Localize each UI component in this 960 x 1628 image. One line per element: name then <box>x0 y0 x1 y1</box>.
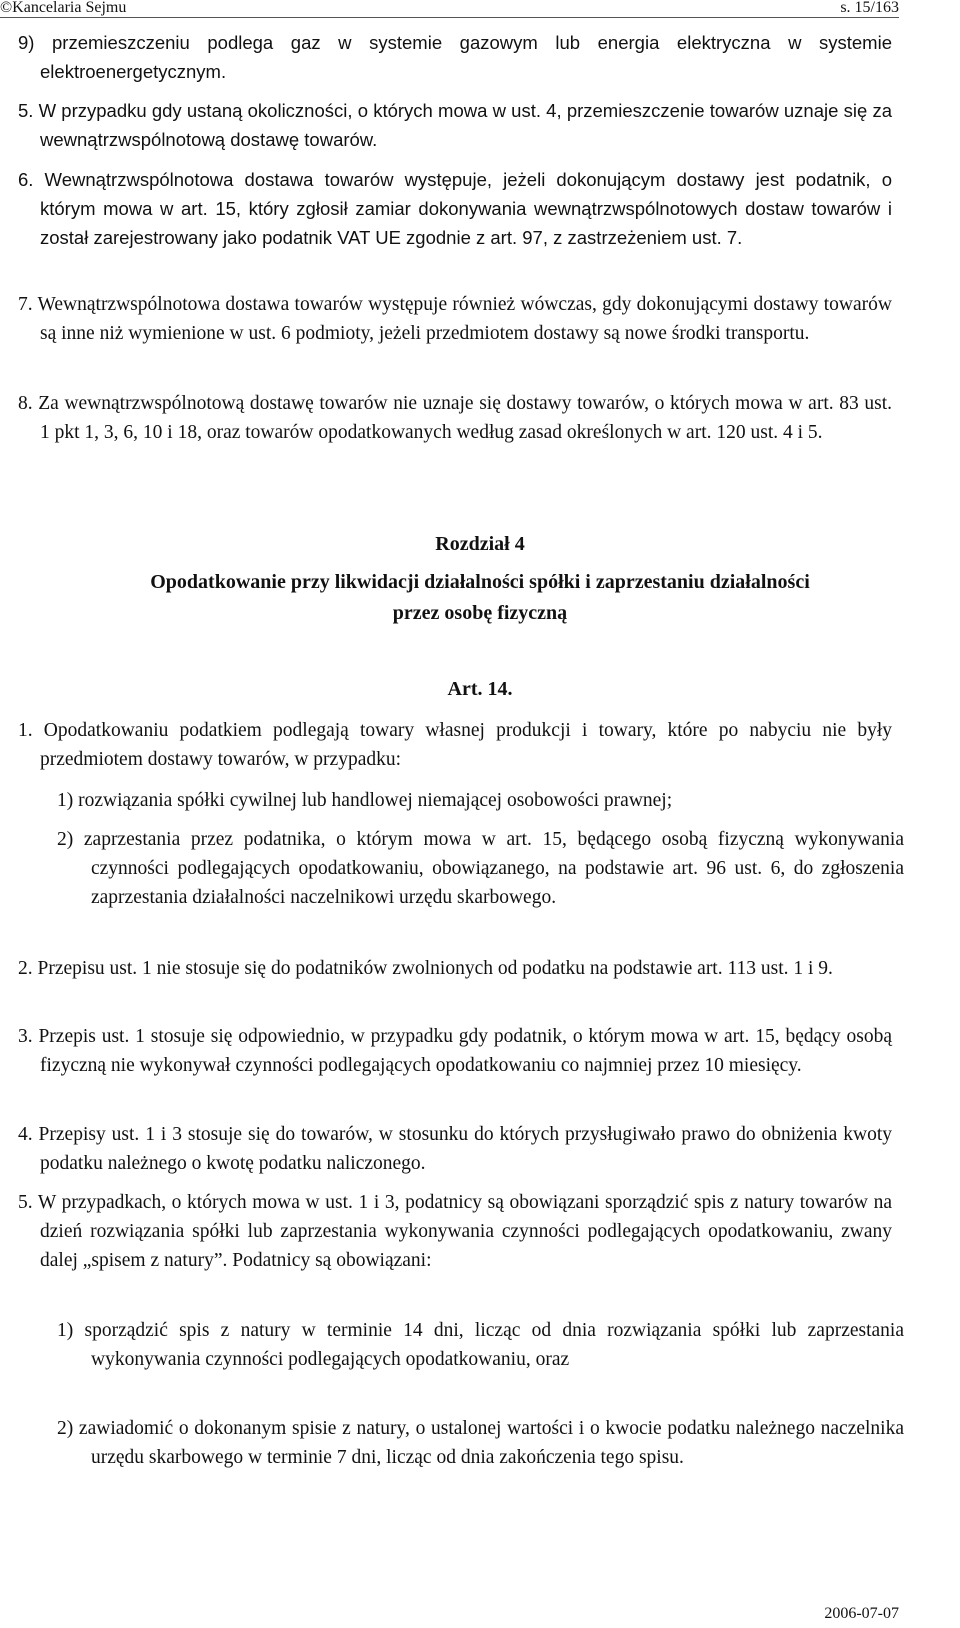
article-section-2: 2. Przepisu ust. 1 nie stosuje się do podatników zwolnionych od podatku na podstawie art. 113 ust. 1 i 9. <box>18 958 833 979</box>
page-number: s. 15/163 <box>840 0 899 16</box>
article-section-1: 1. Opodatkowaniu podatkiem podlegają towary własnej produkcji i towary, które po nabyciu nie były przedmiotem dostawy towarów, w przypadku: <box>18 720 892 770</box>
section-1-item-1: 1) rozwiązania spółki cywilnej lub handlowej niemającej osobowości prawnej; <box>57 790 673 811</box>
header-rule <box>0 17 899 18</box>
article-label: Art. 14. <box>447 678 513 700</box>
article-section-4: 4. Przepisy ust. 1 i 3 stosuje się do towarów, w stosunku do których przysługiwało prawo do obniżenia kwoty podatku należnego o kwotę podatku naliczonego. <box>18 1124 892 1174</box>
paragraph-6: 6. Wewnątrzwspólnotowa dostawa towarów występuje, jeżeli dokonującym dostawy jest podatnik, o którym mowa w art. 15, który zgłosił zamiar dokonywania wewnątrzwspólnotowych dostaw towarów i został zarejestrowany jako podatnik VAT UE zgodnie z art. 97, z zastrzeżeniem ust. 7. <box>18 169 892 248</box>
article-section-3: 3. Przepis ust. 1 stosuje się odpowiednio, w przypadku gdy podatnik, o którym mowa w art. 15, będący osobą fizyczną nie wykonywał czynności podlegających opodatkowaniu co najmniej przez 10 miesięcy. <box>18 1026 892 1076</box>
chapter-title-line-2: przez osobę fizyczną <box>392 602 568 624</box>
chapter-title-line-1: Opodatkowanie przy likwidacji działalności spółki i zaprzestaniu działalności <box>150 571 810 593</box>
paragraph-5: 5. W przypadku gdy ustaną okoliczności, o których mowa w ust. 4, przemieszczenie towarów uznaje się za wewnątrzwspólnotową dostawę towarów. <box>18 100 892 150</box>
article-section-5: 5. W przypadkach, o których mowa w ust. 1 i 3, podatnicy są obowiązani sporządzić spis z natury towarów na dzień rozwiązania spółki lub zaprzestania wykonywania czynności podlegających opodatkowaniu, zwany dalej „spisem z natury”. Podatnicy są obowiązani: <box>18 1192 892 1271</box>
footer-date: 2006-07-07 <box>824 1605 899 1622</box>
copyright-text: ©Kancelaria Sejmu <box>0 0 127 16</box>
chapter-label: Rozdział 4 <box>435 533 525 555</box>
item-9: 9) przemieszczeniu podlega gaz w systemie gazowym lub energia elektryczna w systemie elektroenergetycznym. <box>18 32 892 82</box>
section-5-item-1: 1) sporządzić spis z natury w terminie 14 dni, licząc od dnia rozwiązania spółki lub zaprzestania wykonywania czynności podlegających opodatkowaniu, oraz <box>57 1320 904 1370</box>
page-header <box>0 0 960 16</box>
section-5-item-2: 2) zawiadomić o dokonanym spisie z natury, o ustalonej wartości i o kwocie podatku należnego naczelnika urzędu skarbowego w terminie 7 dni, licząc od dnia zakończenia tego spisu. <box>57 1418 904 1468</box>
paragraph-7: 7. Wewnątrzwspólnotowa dostawa towarów występuje również wówczas, gdy dokonującymi dostawy towarów są inne niż wymienione w ust. 6 podmioty, jeżeli przedmiotem dostawy są nowe środki transportu. <box>18 294 892 344</box>
section-1-item-2: 2) zaprzestania przez podatnika, o którym mowa w art. 15, będącego osobą fizyczną wykonywania czynności podlegających opodatkowaniu, obowiązanego, na podstawie art. 96 ust. 6, do zgłoszenia zaprzestania działalności naczelnikowi urzędu skarbowego. <box>57 829 904 908</box>
paragraph-8: 8. Za wewnątrzwspólnotową dostawę towarów nie uznaje się dostawy towarów, o których mowa w art. 83 ust. 1 pkt 1, 3, 6, 10 i 18, oraz towarów opodatkowanych według zasad określonych w art. 120 ust. 4 i 5. <box>18 393 892 443</box>
